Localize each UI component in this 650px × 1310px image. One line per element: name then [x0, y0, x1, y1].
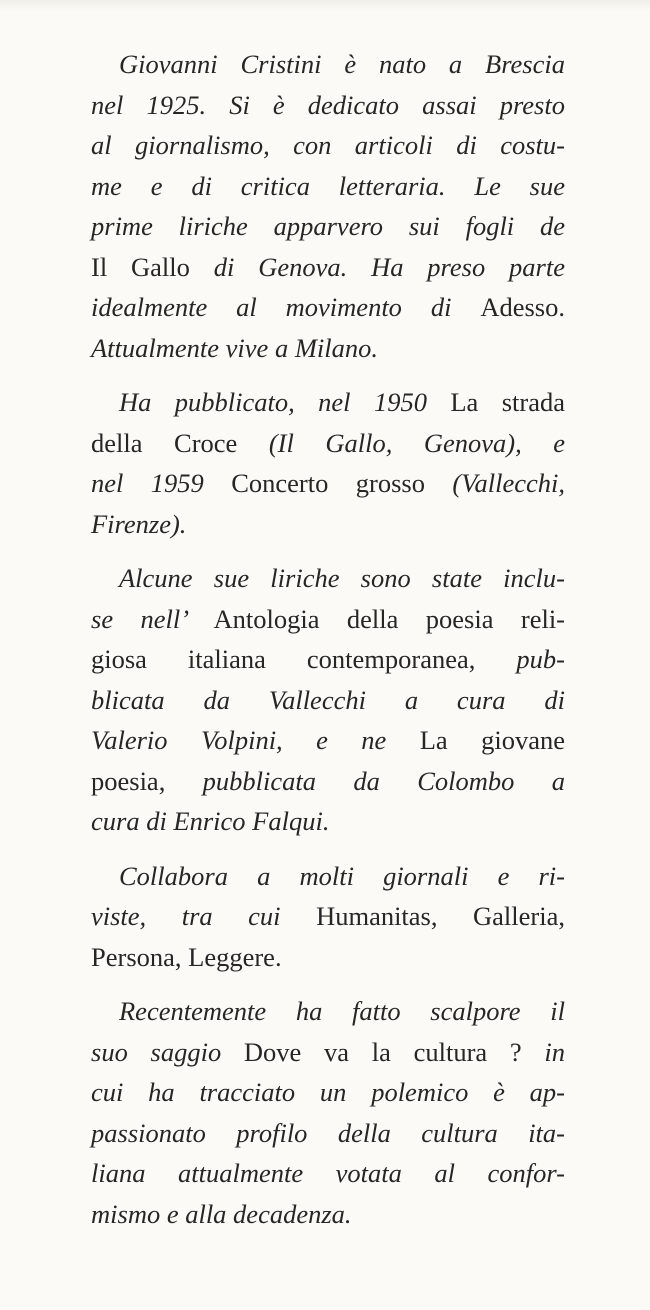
italic-text: nel 1959: [91, 468, 232, 498]
text-line: [119, 991, 565, 1031]
text-line: [91, 937, 565, 977]
italic-text: me e di critica letteraria. Le sue: [91, 170, 565, 201]
italic-text: pubblicata da Colombo a: [165, 765, 565, 796]
roman-title-text: Concerto grosso: [231, 468, 425, 498]
italic-text: Ha pubblicato, nel 1950: [119, 387, 451, 417]
text-line: [91, 1194, 565, 1234]
roman-title-text: della Croce: [91, 427, 238, 458]
italic-text: cura di Enrico Falqui.: [91, 806, 330, 836]
roman-title-text: Antologia della poesia reli-: [213, 603, 566, 634]
text-line: [91, 801, 565, 841]
roman-title-text: Persona, Leggere.: [91, 941, 282, 972]
text-line: [91, 1072, 565, 1112]
italic-text: Alcune sue liriche sono state inclu-: [119, 563, 565, 593]
text-line: [91, 423, 565, 463]
text-line: [91, 896, 565, 936]
text-line: [91, 599, 565, 639]
italic-text: Firenze).: [91, 508, 187, 539]
text-line: [119, 856, 565, 896]
text-line: [91, 328, 565, 368]
text-line: [119, 558, 565, 598]
italic-text: di Genova. Ha preso parte: [189, 251, 565, 282]
roman-title-text: Dove va la cultura ?: [243, 1036, 522, 1067]
italic-text: Collabora a molti giornali e ri-: [119, 860, 565, 891]
italic-text: prime liriche apparvero sui fogli de: [91, 211, 565, 241]
text-line: [119, 44, 565, 84]
italic-text: nel 1925. Si è dedicato assai presto: [91, 89, 565, 120]
roman-title-text: Adesso.: [480, 292, 565, 322]
text-line: [119, 382, 565, 422]
text-line: [91, 1113, 565, 1153]
text-line: [91, 85, 565, 125]
italic-text: Recentemente ha fatto scalpore il: [119, 996, 565, 1026]
italic-text: idealmente al movimento di: [91, 292, 481, 322]
italic-text: passionato profilo della cultura ita-: [91, 1117, 565, 1148]
text-line: [91, 639, 565, 679]
italic-text: se nell’: [91, 603, 214, 634]
roman-title-text: La strada: [450, 387, 565, 417]
text-line: [91, 504, 565, 544]
text-line: [91, 206, 565, 246]
text-line: [91, 1032, 565, 1072]
text-line: [91, 761, 565, 801]
italic-text: al giornalismo, con articoli di costu-: [91, 130, 565, 160]
text-line: [91, 247, 565, 287]
italic-text: Giovanni Cristini è nato a Brescia: [119, 49, 565, 79]
italic-text: Attualmente vive a Milano.: [91, 332, 378, 363]
italic-text: mismo e alla decadenza.: [91, 1198, 352, 1229]
italic-text: cui ha tracciato un polemico è ap-: [91, 1077, 565, 1107]
italic-text: Valerio Volpini, e ne: [91, 725, 420, 755]
italic-text: viste, tra cui: [91, 901, 317, 931]
text-line: [91, 720, 565, 760]
italic-text: in: [521, 1036, 565, 1067]
text-line: [91, 125, 565, 165]
text-line: [91, 1153, 565, 1193]
text-line: [91, 287, 565, 327]
italic-text: pub-: [475, 644, 565, 674]
italic-text: suo saggio: [91, 1036, 244, 1067]
text-line: [91, 680, 565, 720]
text-line: [91, 463, 565, 503]
roman-title-text: giosa italiana contemporanea,: [91, 644, 476, 674]
italic-text: (Il Gallo, Genova), e: [237, 427, 565, 458]
italic-text: blicata da Vallecchi a cura di: [91, 684, 565, 715]
italic-text: liana attualmente votata al confor-: [91, 1158, 565, 1188]
roman-title-text: poesia,: [91, 765, 166, 796]
roman-title-text: Il Gallo: [91, 251, 190, 282]
roman-title-text: La giovane: [419, 725, 565, 755]
italic-text: (Vallecchi,: [425, 468, 565, 498]
roman-title-text: Humanitas, Galleria,: [316, 901, 565, 931]
text-line: [91, 166, 565, 206]
